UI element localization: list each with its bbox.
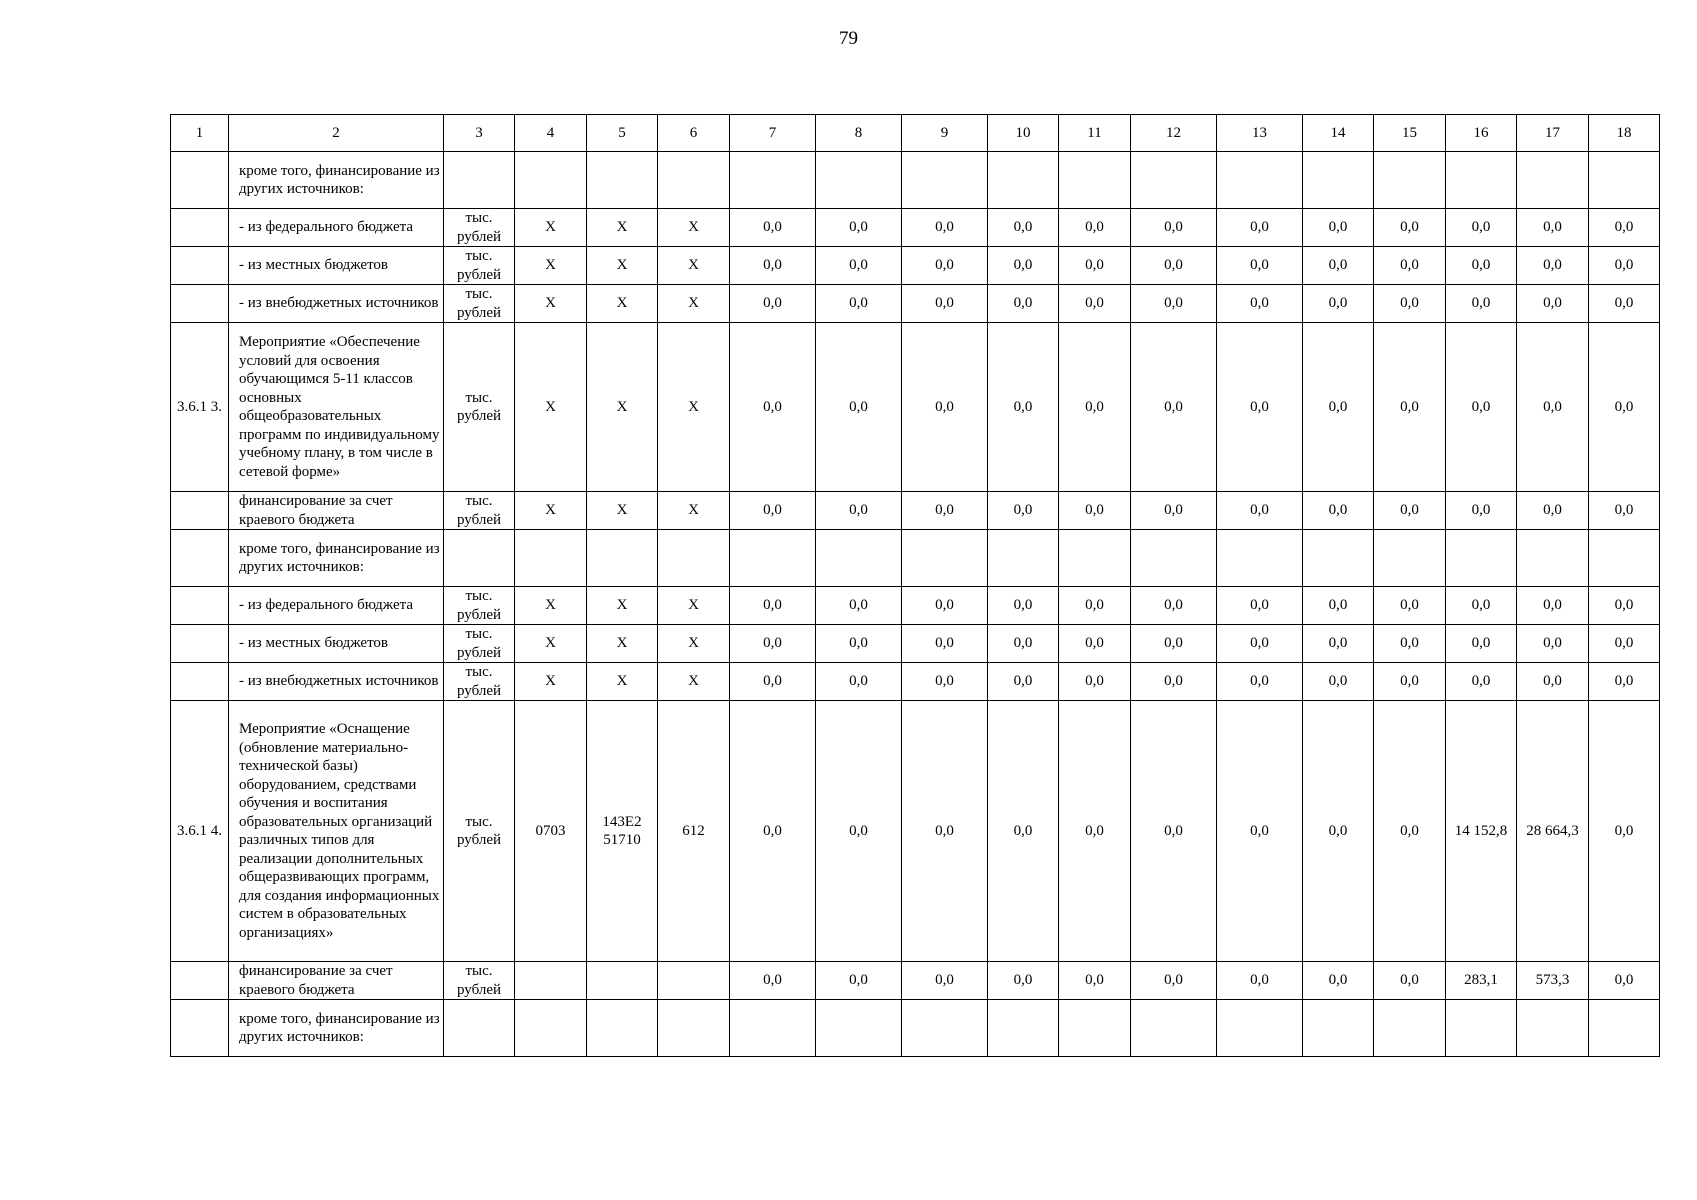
value-cell: 0,0 [1059,587,1131,625]
code-cell: Х [658,209,730,247]
unit-cell: тыс. рублей [444,663,515,701]
description-cell: - из внебюджетных источников [229,663,444,701]
description-cell: финансирование за счет краевого бюджета [229,492,444,530]
value-cell: 0,0 [730,492,816,530]
item-number-cell [171,663,229,701]
value-cell: 0,0 [1303,701,1374,962]
item-number-cell [171,962,229,1000]
value-cell [1517,152,1589,209]
value-cell: 0,0 [1374,701,1446,962]
value-cell: 0,0 [1217,625,1303,663]
value-cell: 0,0 [988,209,1059,247]
value-cell: 0,0 [1589,285,1660,323]
code-cell: Х [587,209,658,247]
code-cell: Х [515,285,587,323]
value-cell: 0,0 [1589,247,1660,285]
value-cell: 0,0 [1374,962,1446,1000]
value-cell: 0,0 [1446,209,1517,247]
code-cell [658,1000,730,1057]
description-cell: кроме того, финансирование из других источников: [229,152,444,209]
value-cell: 0,0 [1303,663,1374,701]
value-cell [1217,152,1303,209]
code-cell: Х [658,285,730,323]
value-cell: 0,0 [816,962,902,1000]
code-cell [515,152,587,209]
value-cell: 0,0 [1374,587,1446,625]
column-header-7: 7 [730,115,816,152]
value-cell: 0,0 [902,209,988,247]
value-cell: 0,0 [1059,625,1131,663]
value-cell: 0,0 [1517,285,1589,323]
column-header-11: 11 [1059,115,1131,152]
column-header-6: 6 [658,115,730,152]
value-cell: 0,0 [1217,285,1303,323]
value-cell [816,530,902,587]
value-cell: 0,0 [902,492,988,530]
value-cell [988,530,1059,587]
value-cell: 14 152,8 [1446,701,1517,962]
value-cell: 0,0 [1131,492,1217,530]
value-cell: 573,3 [1517,962,1589,1000]
value-cell: 0,0 [1059,663,1131,701]
value-cell: 0,0 [816,209,902,247]
value-cell: 0,0 [988,587,1059,625]
budget-table [170,114,1660,1057]
table-row [171,152,1660,209]
value-cell [902,152,988,209]
value-cell: 0,0 [1059,962,1131,1000]
table-header-row [171,115,1660,152]
column-header-8: 8 [816,115,902,152]
column-header-9: 9 [902,115,988,152]
value-cell: 0,0 [1131,209,1217,247]
value-cell: 0,0 [988,492,1059,530]
unit-cell: тыс. рублей [444,247,515,285]
value-cell: 0,0 [902,587,988,625]
value-cell: 0,0 [1374,625,1446,663]
code-cell: Х [515,209,587,247]
unit-cell [444,1000,515,1057]
value-cell [1446,530,1517,587]
value-cell: 0,0 [1517,247,1589,285]
value-cell [988,152,1059,209]
code-cell: Х [658,625,730,663]
value-cell: 0,0 [1217,962,1303,1000]
code-cell: Х [658,587,730,625]
unit-cell: тыс. рублей [444,323,515,492]
code-cell: Х [658,323,730,492]
value-cell: 0,0 [730,285,816,323]
value-cell [1217,530,1303,587]
value-cell: 0,0 [1374,285,1446,323]
value-cell: 0,0 [988,625,1059,663]
value-cell: 0,0 [1217,323,1303,492]
item-number-cell: 3.6.1 3. [171,323,229,492]
value-cell [1374,530,1446,587]
value-cell: 0,0 [816,663,902,701]
value-cell: 0,0 [1374,247,1446,285]
value-cell: 0,0 [902,625,988,663]
column-header-1: 1 [171,115,229,152]
value-cell: 0,0 [730,625,816,663]
code-cell: Х [587,663,658,701]
value-cell: 0,0 [730,701,816,962]
value-cell: 0,0 [1217,209,1303,247]
value-cell: 0,0 [902,285,988,323]
item-number-cell [171,587,229,625]
code-cell: Х [515,323,587,492]
unit-cell: тыс. рублей [444,701,515,962]
value-cell [1303,1000,1374,1057]
value-cell: 0,0 [1446,285,1517,323]
column-header-3: 3 [444,115,515,152]
value-cell [1059,1000,1131,1057]
value-cell: 0,0 [730,587,816,625]
code-cell: Х [658,492,730,530]
value-cell [1589,152,1660,209]
value-cell: 0,0 [1059,285,1131,323]
value-cell: 0,0 [1131,962,1217,1000]
value-cell [1303,152,1374,209]
code-cell: Х [587,625,658,663]
column-header-13: 13 [1217,115,1303,152]
table-row [171,530,1660,587]
code-cell [658,962,730,1000]
page-number: 79 [839,28,858,49]
code-cell: Х [515,663,587,701]
code-cell: Х [658,247,730,285]
value-cell: 0,0 [1303,587,1374,625]
value-cell: 0,0 [816,701,902,962]
unit-cell: тыс. рублей [444,492,515,530]
value-cell: 0,0 [1446,247,1517,285]
item-number-cell [171,285,229,323]
value-cell: 0,0 [988,663,1059,701]
value-cell: 0,0 [1517,209,1589,247]
value-cell: 0,0 [1374,209,1446,247]
value-cell: 0,0 [1303,492,1374,530]
code-cell: Х [515,587,587,625]
item-number-cell [171,625,229,663]
value-cell: 0,0 [1131,587,1217,625]
column-header-2: 2 [229,115,444,152]
description-cell: кроме того, финансирование из других источников: [229,1000,444,1057]
item-number-cell [171,530,229,587]
value-cell: 0,0 [816,247,902,285]
value-cell: 28 664,3 [1517,701,1589,962]
table-row [171,492,1660,530]
item-number-cell [171,1000,229,1057]
value-cell: 0,0 [1303,209,1374,247]
table-row [171,587,1660,625]
value-cell: 0,0 [730,209,816,247]
code-cell: Х [515,625,587,663]
value-cell: 0,0 [1303,323,1374,492]
value-cell [1131,530,1217,587]
code-cell: Х [587,285,658,323]
value-cell: 0,0 [1374,663,1446,701]
code-cell: Х [515,492,587,530]
value-cell: 0,0 [1446,323,1517,492]
item-number-cell [171,209,229,247]
value-cell: 0,0 [1303,625,1374,663]
description-cell: - из внебюджетных источников [229,285,444,323]
value-cell [1374,1000,1446,1057]
value-cell: 0,0 [1589,625,1660,663]
value-cell: 0,0 [988,962,1059,1000]
value-cell: 0,0 [730,247,816,285]
value-cell: 0,0 [1589,962,1660,1000]
value-cell: 0,0 [1446,625,1517,663]
table-row [171,962,1660,1000]
value-cell: 0,0 [902,962,988,1000]
value-cell: 0,0 [902,323,988,492]
value-cell [1059,530,1131,587]
code-cell [587,1000,658,1057]
value-cell: 0,0 [816,492,902,530]
value-cell [1589,530,1660,587]
code-cell: Х [587,587,658,625]
description-cell: кроме того, финансирование из других источников: [229,530,444,587]
value-cell: 0,0 [902,701,988,962]
description-cell: - из федерального бюджета [229,209,444,247]
column-header-16: 16 [1446,115,1517,152]
code-cell: Х [587,323,658,492]
unit-cell [444,530,515,587]
description-cell: Мероприятие «Оснащение (обновление материально-технической базы) оборудованием, средствами обучения и воспитания образовательных организаций различных типов для реализации дополнительных общеразвивающих программ, для создания информационных систем в образовательных организациях» [229,701,444,962]
table-row [171,1000,1660,1057]
value-cell: 0,0 [1589,209,1660,247]
value-cell: 0,0 [730,962,816,1000]
value-cell [816,1000,902,1057]
item-number-cell: 3.6.1 4. [171,701,229,962]
value-cell: 283,1 [1446,962,1517,1000]
code-cell [515,530,587,587]
value-cell: 0,0 [1131,323,1217,492]
value-cell: 0,0 [1374,492,1446,530]
code-cell: 143Е2 51710 [587,701,658,962]
value-cell [816,152,902,209]
value-cell [1446,1000,1517,1057]
value-cell: 0,0 [1446,587,1517,625]
value-cell: 0,0 [816,323,902,492]
column-header-18: 18 [1589,115,1660,152]
value-cell [730,530,816,587]
value-cell: 0,0 [988,247,1059,285]
value-cell: 0,0 [1059,492,1131,530]
table-row [171,625,1660,663]
value-cell: 0,0 [1517,663,1589,701]
value-cell: 0,0 [1589,323,1660,492]
value-cell [1303,530,1374,587]
value-cell: 0,0 [1131,285,1217,323]
code-cell: Х [515,247,587,285]
table-row [171,209,1660,247]
value-cell: 0,0 [1374,323,1446,492]
column-header-4: 4 [515,115,587,152]
description-cell: финансирование за счет краевого бюджета [229,962,444,1000]
description-cell: Мероприятие «Обеспечение условий для освоения обучающимся 5-11 классов основных общеобразовательных программ по индивидуальному учебному плану, в том числе в сетевой форме» [229,323,444,492]
value-cell: 0,0 [1446,492,1517,530]
table-row [171,323,1660,492]
value-cell [1131,1000,1217,1057]
value-cell: 0,0 [1131,247,1217,285]
value-cell: 0,0 [1217,492,1303,530]
value-cell [730,152,816,209]
column-header-15: 15 [1374,115,1446,152]
value-cell: 0,0 [1589,701,1660,962]
value-cell: 0,0 [1131,701,1217,962]
value-cell: 0,0 [816,285,902,323]
item-number-cell [171,492,229,530]
description-cell: - из местных бюджетов [229,247,444,285]
table-row [171,663,1660,701]
value-cell [1217,1000,1303,1057]
code-cell [587,152,658,209]
value-cell [1059,152,1131,209]
value-cell [902,530,988,587]
value-cell: 0,0 [1517,492,1589,530]
value-cell [988,1000,1059,1057]
column-header-5: 5 [587,115,658,152]
code-cell [658,152,730,209]
unit-cell: тыс. рублей [444,285,515,323]
value-cell: 0,0 [730,663,816,701]
code-cell [587,530,658,587]
code-cell: Х [587,247,658,285]
code-cell: 612 [658,701,730,962]
value-cell: 0,0 [1303,247,1374,285]
description-cell: - из местных бюджетов [229,625,444,663]
code-cell [515,962,587,1000]
code-cell: 0703 [515,701,587,962]
unit-cell: тыс. рублей [444,209,515,247]
item-number-cell [171,152,229,209]
value-cell [1446,152,1517,209]
value-cell: 0,0 [1217,663,1303,701]
value-cell: 0,0 [1303,962,1374,1000]
value-cell: 0,0 [1059,701,1131,962]
value-cell: 0,0 [1517,587,1589,625]
code-cell: Х [658,663,730,701]
value-cell: 0,0 [1589,492,1660,530]
column-header-14: 14 [1303,115,1374,152]
item-number-cell [171,247,229,285]
unit-cell: тыс. рублей [444,625,515,663]
table-row [171,701,1660,962]
value-cell: 0,0 [1217,701,1303,962]
value-cell: 0,0 [1059,209,1131,247]
column-header-12: 12 [1131,115,1217,152]
unit-cell [444,152,515,209]
value-cell: 0,0 [988,701,1059,962]
value-cell: 0,0 [816,625,902,663]
value-cell: 0,0 [1131,663,1217,701]
value-cell [902,1000,988,1057]
value-cell: 0,0 [1131,625,1217,663]
value-cell: 0,0 [988,323,1059,492]
code-cell [658,530,730,587]
value-cell: 0,0 [1589,587,1660,625]
value-cell: 0,0 [730,323,816,492]
code-cell [515,1000,587,1057]
code-cell: Х [587,492,658,530]
value-cell: 0,0 [902,663,988,701]
value-cell: 0,0 [1303,285,1374,323]
value-cell: 0,0 [1059,247,1131,285]
value-cell: 0,0 [1517,323,1589,492]
code-cell [587,962,658,1000]
value-cell [1131,152,1217,209]
value-cell [1517,1000,1589,1057]
value-cell: 0,0 [816,587,902,625]
table-row [171,285,1660,323]
value-cell [1374,152,1446,209]
value-cell: 0,0 [1589,663,1660,701]
value-cell: 0,0 [1217,247,1303,285]
value-cell [730,1000,816,1057]
table-row [171,247,1660,285]
column-header-10: 10 [988,115,1059,152]
value-cell: 0,0 [1517,625,1589,663]
unit-cell: тыс. рублей [444,962,515,1000]
description-cell: - из федерального бюджета [229,587,444,625]
value-cell: 0,0 [1446,663,1517,701]
value-cell [1517,530,1589,587]
value-cell: 0,0 [988,285,1059,323]
column-header-17: 17 [1517,115,1589,152]
value-cell: 0,0 [1217,587,1303,625]
value-cell [1589,1000,1660,1057]
value-cell: 0,0 [1059,323,1131,492]
unit-cell: тыс. рублей [444,587,515,625]
value-cell: 0,0 [902,247,988,285]
